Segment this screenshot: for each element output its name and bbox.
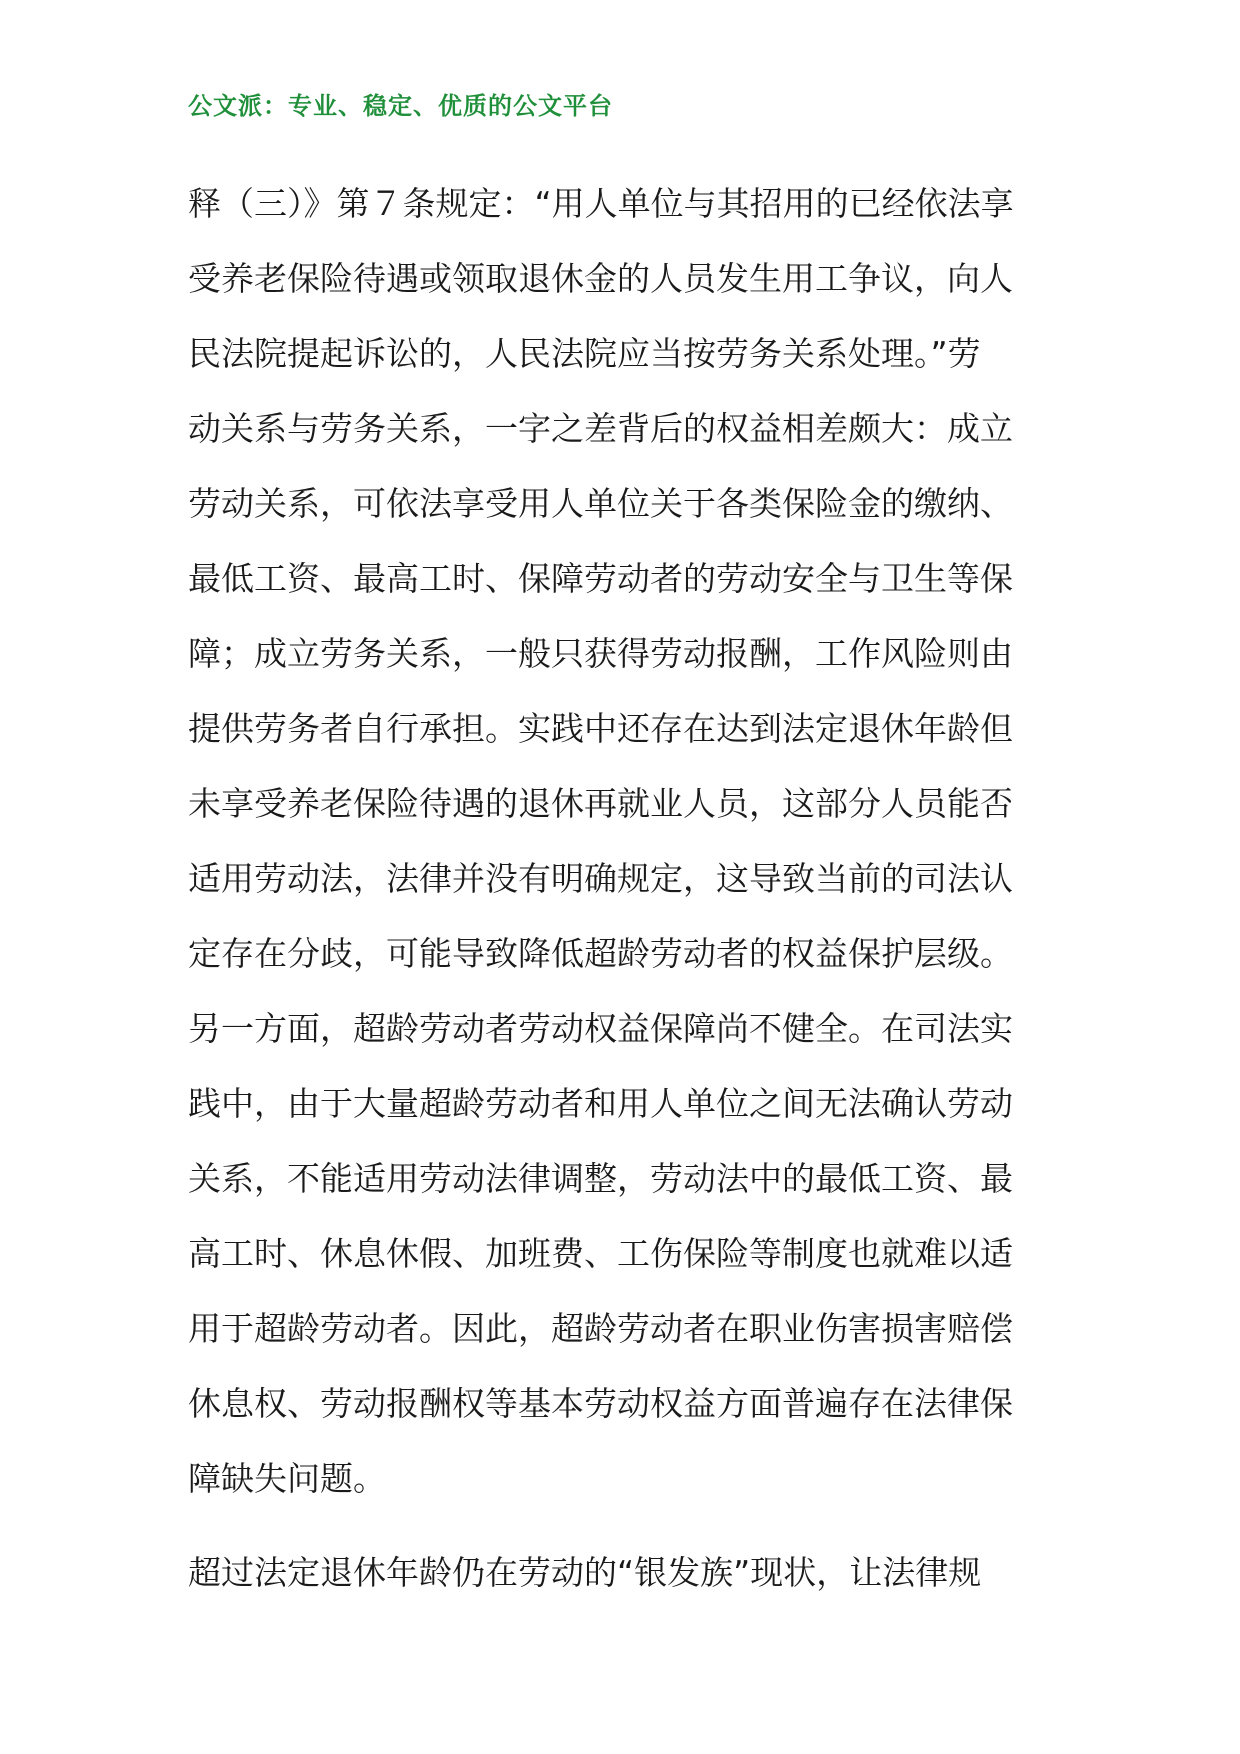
text-line: 适用劳动法，法律并没有明确规定，这导致当前的司法认 xyxy=(188,859,1013,898)
text-line: 劳动关系，可依法享受用人单位关于各类保险金的缴纳、 xyxy=(188,484,1013,523)
text-line: 受养老保险待遇或领取退休金的人员发生用工争议，向人 xyxy=(188,259,1013,298)
site-header-title: 公文派：专业、稳定、优质的公文平台 xyxy=(188,92,613,120)
text-line: 释（三）》第７条规定：“用人单位与其招用的已经依法享 xyxy=(188,184,1014,223)
paragraph-1 xyxy=(188,166,1058,1516)
text-line: 另一方面，超龄劳动者劳动权益保障尚不健全。在司法实 xyxy=(188,1009,1013,1048)
text-line: 障；成立劳务关系，一般只获得劳动报酬，工作风险则由 xyxy=(188,634,1013,673)
text-line: 未享受养老保险待遇的退休再就业人员，这部分人员能否 xyxy=(188,784,1013,823)
paragraph-2 xyxy=(188,1535,1058,1610)
paragraph-spacer xyxy=(188,1516,1058,1535)
text-line: 超过法定退休年龄仍在劳动的“银发族”现状，让法律规 xyxy=(188,1553,982,1592)
text-line: 障缺失问题。 xyxy=(188,1459,386,1498)
text-line: 民法院提起诉讼的，人民法院应当按劳务关系处理。”劳 xyxy=(188,334,981,373)
text-line: 最低工资、最高工时、保障劳动者的劳动安全与卫生等保 xyxy=(188,559,1013,598)
text-line: 用于超龄劳动者。因此，超龄劳动者在职业伤害损害赔偿 xyxy=(188,1309,1013,1348)
text-line: 动关系与劳务关系，一字之差背后的权益相差颇大：成立 xyxy=(188,409,1013,448)
document-body xyxy=(188,166,1058,1610)
text-line: 践中，由于大量超龄劳动者和用人单位之间无法确认劳动 xyxy=(188,1084,1013,1123)
text-line: 定存在分歧，可能导致降低超龄劳动者的权益保护层级。 xyxy=(188,934,1013,973)
text-line: 关系，不能适用劳动法律调整，劳动法中的最低工资、最 xyxy=(188,1159,1013,1198)
text-line: 提供劳务者自行承担。实践中还存在达到法定退休年龄但 xyxy=(188,709,1013,748)
text-line: 高工时、休息休假、加班费、工伤保险等制度也就难以适 xyxy=(188,1234,1013,1273)
text-line: 休息权、劳动报酬权等基本劳动权益方面普遍存在法律保 xyxy=(188,1384,1013,1423)
